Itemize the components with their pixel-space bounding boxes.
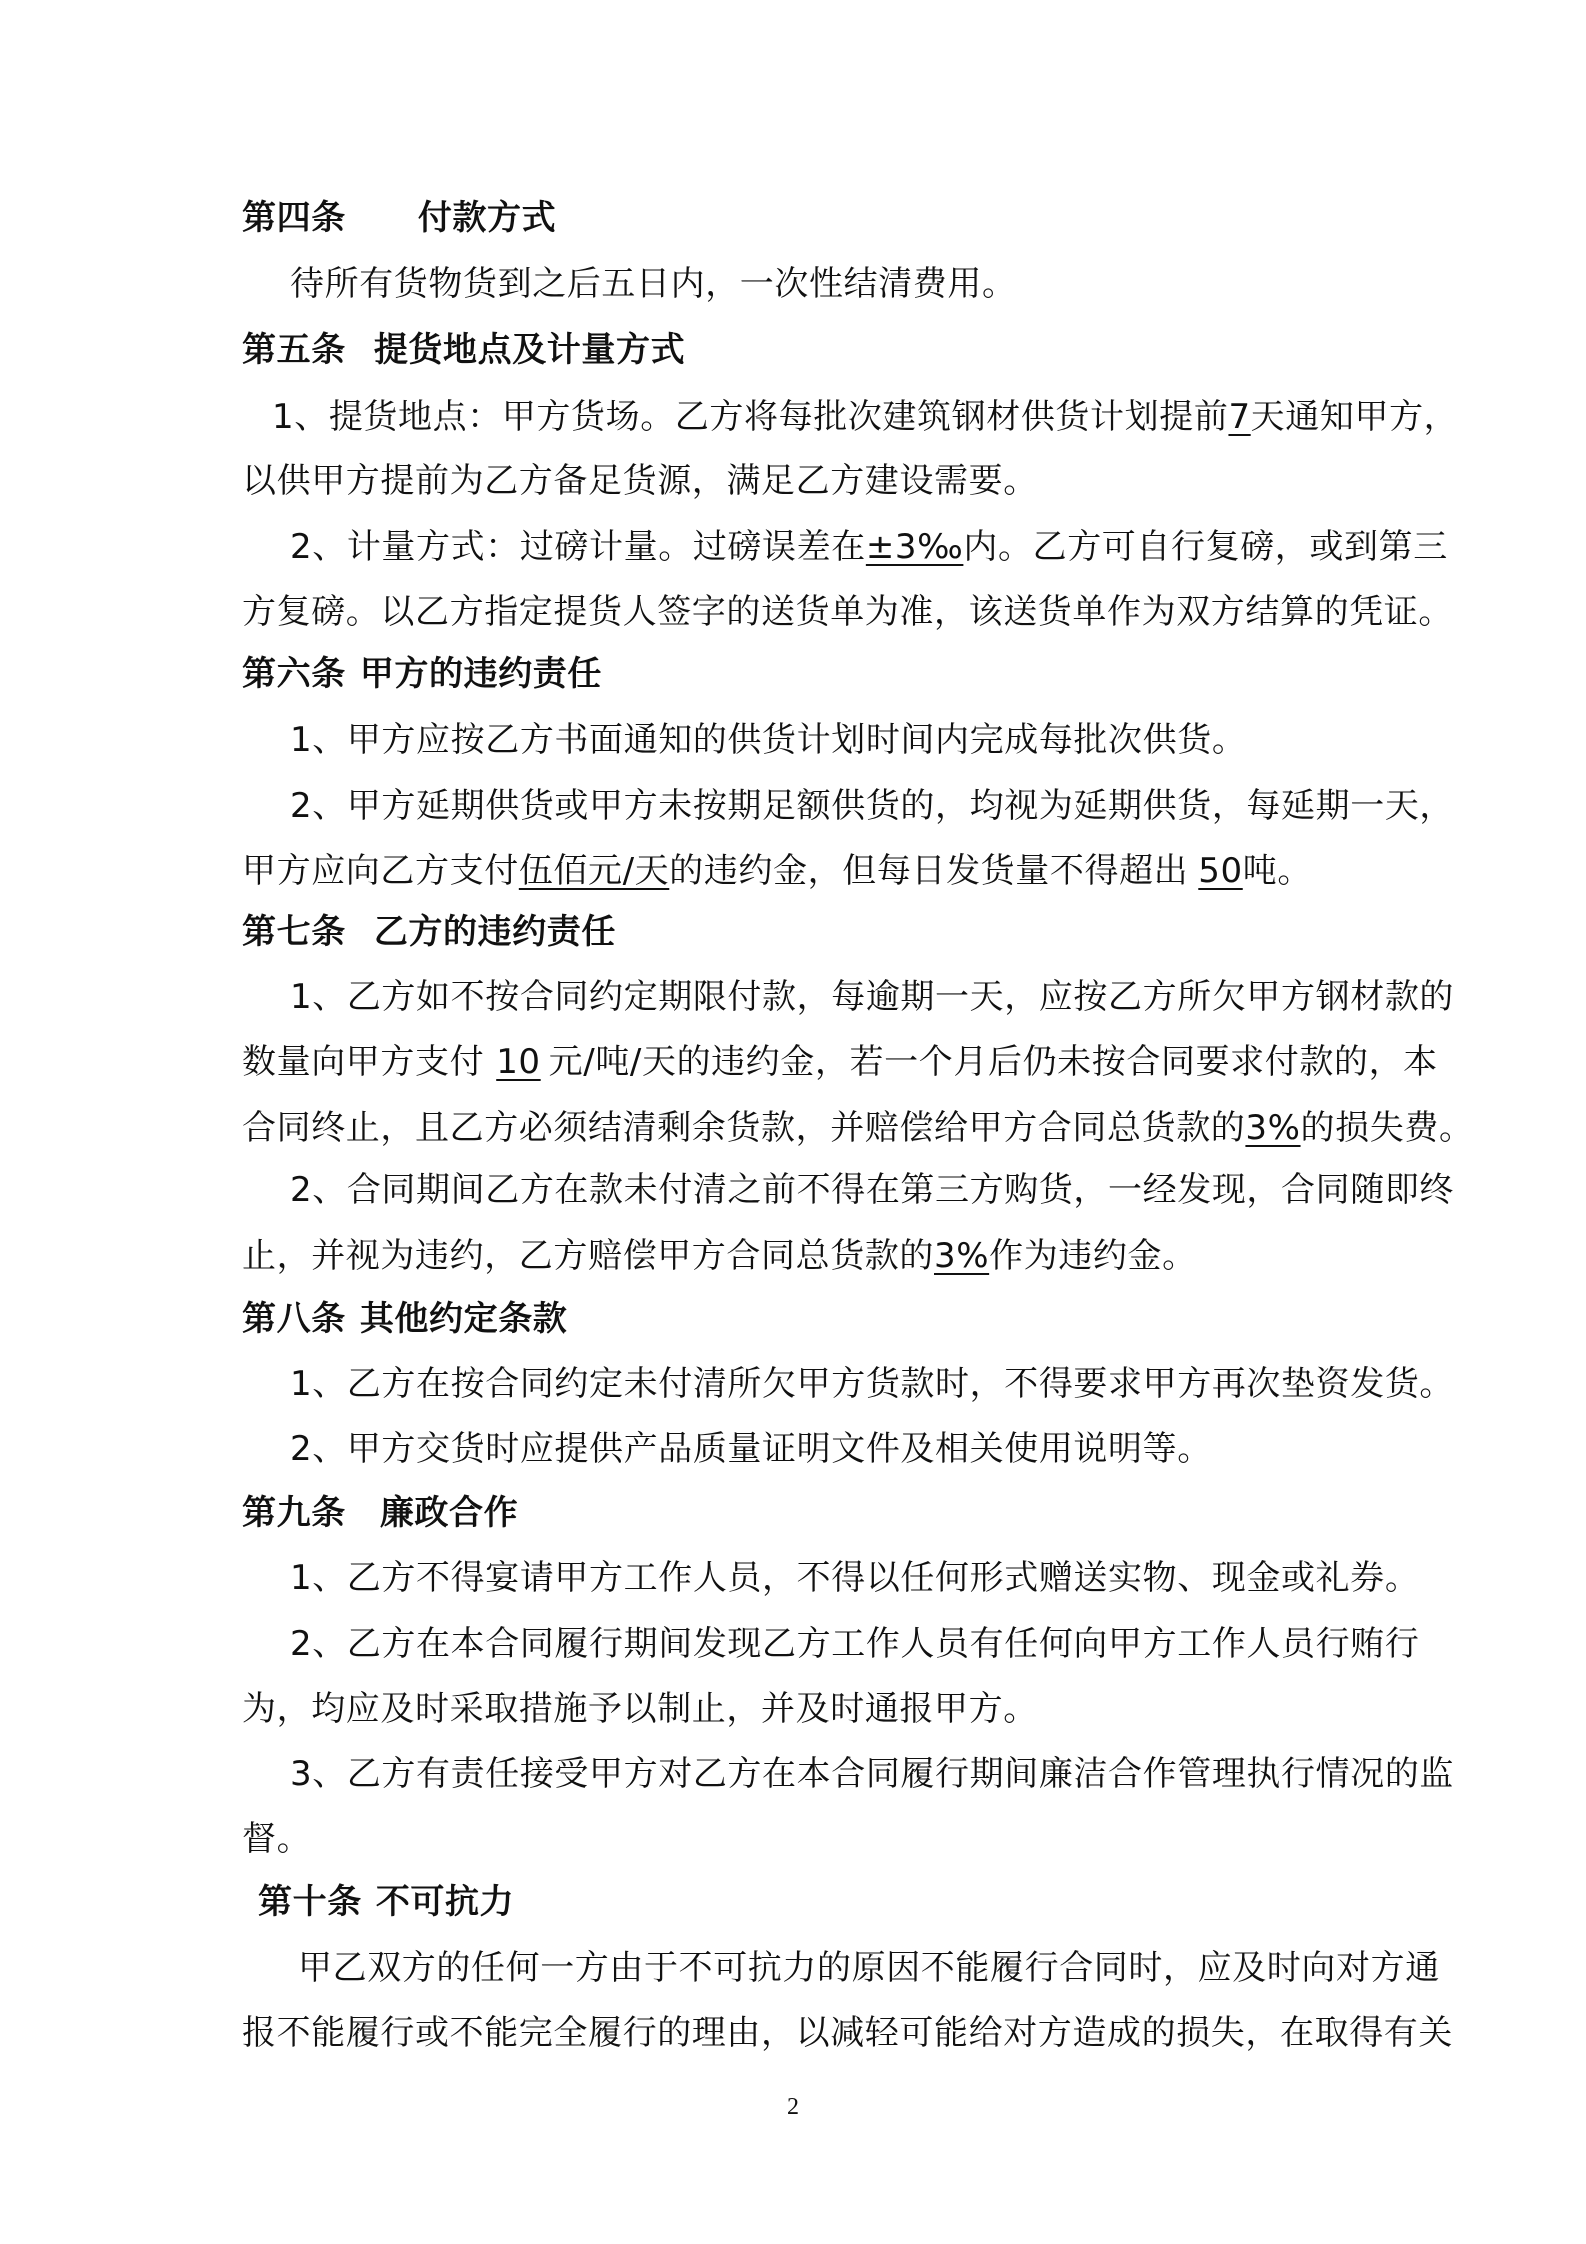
penalty-percent: 3% bbox=[934, 1236, 990, 1276]
article-title: 不可抗力 bbox=[375, 1882, 515, 1922]
article-10-heading bbox=[258, 1880, 1368, 1924]
article-7-item-1: 1、乙方如不按合同约定期限付款，每逾期一天，应按乙方所欠甲方钢材款的 bbox=[290, 977, 1455, 1017]
notice-days-value: 7 bbox=[1228, 397, 1251, 437]
article-title: 乙方的违约责任 bbox=[373, 912, 617, 952]
article-7-item-1-cont-b: 合同终止，且乙方必须结清剩余货款，并赔偿给甲方合同总货款的3%的损失费。 bbox=[242, 1108, 1474, 1148]
article-5-item-2-cont: 方复磅。以乙方指定提货人签字的送货单为准，该送货单作为双方结算的凭证。 bbox=[242, 592, 1453, 632]
article-7-item-2-cont: 止，并视为违约，乙方赔偿甲方合同总货款的3%作为违约金。 bbox=[242, 1236, 1197, 1276]
article-5-item-2: 2、计量方式：过磅计量。过磅误差在±3‰内。乙方可自行复磅，或到第三 bbox=[290, 527, 1448, 567]
article-6-item-1: 1、甲方应按乙方书面通知的供货计划时间内完成每批次供货。 bbox=[290, 720, 1247, 760]
article-number: 第四条 bbox=[242, 198, 346, 238]
article-title: 其他约定条款 bbox=[359, 1299, 568, 1339]
article-6-item-2-cont: 甲方应向乙方支付伍佰元/天的违约金，但每日发货量不得超出 50吨。 bbox=[242, 851, 1312, 891]
weighing-tolerance-value: ±3‰ bbox=[865, 527, 964, 567]
article-4-heading bbox=[242, 196, 1352, 240]
article-10-text-cont: 报不能履行或不能完全履行的理由，以减轻可能给对方造成的损失，在取得有关 bbox=[242, 2013, 1453, 2053]
article-8-item-1: 1、乙方在按合同约定未付清所欠甲方货款时，不得要求甲方再次垫资发货。 bbox=[290, 1364, 1455, 1404]
article-number: 第九条 bbox=[242, 1493, 346, 1533]
article-9-item-3: 3、乙方有责任接受甲方对乙方在本合同履行期间廉洁合作管理执行情况的监 bbox=[290, 1754, 1455, 1794]
daily-limit-value: 50 bbox=[1198, 851, 1243, 891]
article-10-text: 甲乙双方的任何一方由于不可抗力的原因不能履行合同时，应及时向对方通 bbox=[298, 1948, 1440, 1988]
article-9-item-2: 2、乙方在本合同履行期间发现乙方工作人员有任何向甲方工作人员行贿行 bbox=[290, 1624, 1420, 1664]
article-title: 甲方的违约责任 bbox=[359, 654, 603, 694]
article-9-item-1: 1、乙方不得宴请甲方工作人员，不得以任何形式赠送实物、现金或礼券。 bbox=[290, 1558, 1420, 1598]
article-5-heading bbox=[242, 328, 1352, 372]
article-7-item-1-cont-a: 数量向甲方支付 10 元/吨/天的违约金，若一个月后仍未按合同要求付款的，本 bbox=[242, 1042, 1438, 1082]
loss-fee-percent: 3% bbox=[1245, 1108, 1301, 1148]
article-title: 廉政合作 bbox=[379, 1493, 519, 1533]
article-4-text: 待所有货物货到之后五日内，一次性结清费用。 bbox=[290, 264, 1017, 304]
article-number: 第七条 bbox=[242, 912, 346, 952]
article-number: 第十条 bbox=[258, 1882, 362, 1922]
article-5-item-1: 1、提货地点：甲方货场。乙方将每批次建筑钢材供货计划提前7天通知甲方， bbox=[272, 397, 1459, 437]
article-9-heading bbox=[242, 1491, 1352, 1535]
article-title: 提货地点及计量方式 bbox=[373, 330, 686, 370]
article-6-heading bbox=[242, 652, 1352, 696]
page-number: 2 bbox=[787, 2094, 799, 2120]
article-8-heading bbox=[242, 1297, 1352, 1341]
daily-penalty-value: 伍佰元/天 bbox=[518, 851, 670, 891]
late-payment-rate-value: 10 bbox=[496, 1042, 541, 1082]
article-7-item-2: 2、合同期间乙方在款未付清之前不得在第三方购货，一经发现，合同随即终 bbox=[290, 1170, 1455, 1210]
article-number: 第五条 bbox=[242, 330, 346, 370]
article-number: 第八条 bbox=[242, 1299, 346, 1339]
article-9-item-3-cont: 督。 bbox=[242, 1819, 312, 1859]
article-8-item-2: 2、甲方交货时应提供产品质量证明文件及相关使用说明等。 bbox=[290, 1429, 1212, 1469]
article-5-item-1-cont: 以供甲方提前为乙方备足货源，满足乙方建设需要。 bbox=[242, 461, 1038, 501]
article-6-item-2: 2、甲方延期供货或甲方未按期足额供货的，均视为延期供货，每延期一天， bbox=[290, 786, 1455, 826]
article-title: 付款方式 bbox=[417, 198, 557, 238]
article-9-item-2-cont: 为，均应及时采取措施予以制止，并及时通报甲方。 bbox=[242, 1689, 1038, 1729]
article-number: 第六条 bbox=[242, 654, 346, 694]
article-7-heading bbox=[242, 910, 1352, 954]
